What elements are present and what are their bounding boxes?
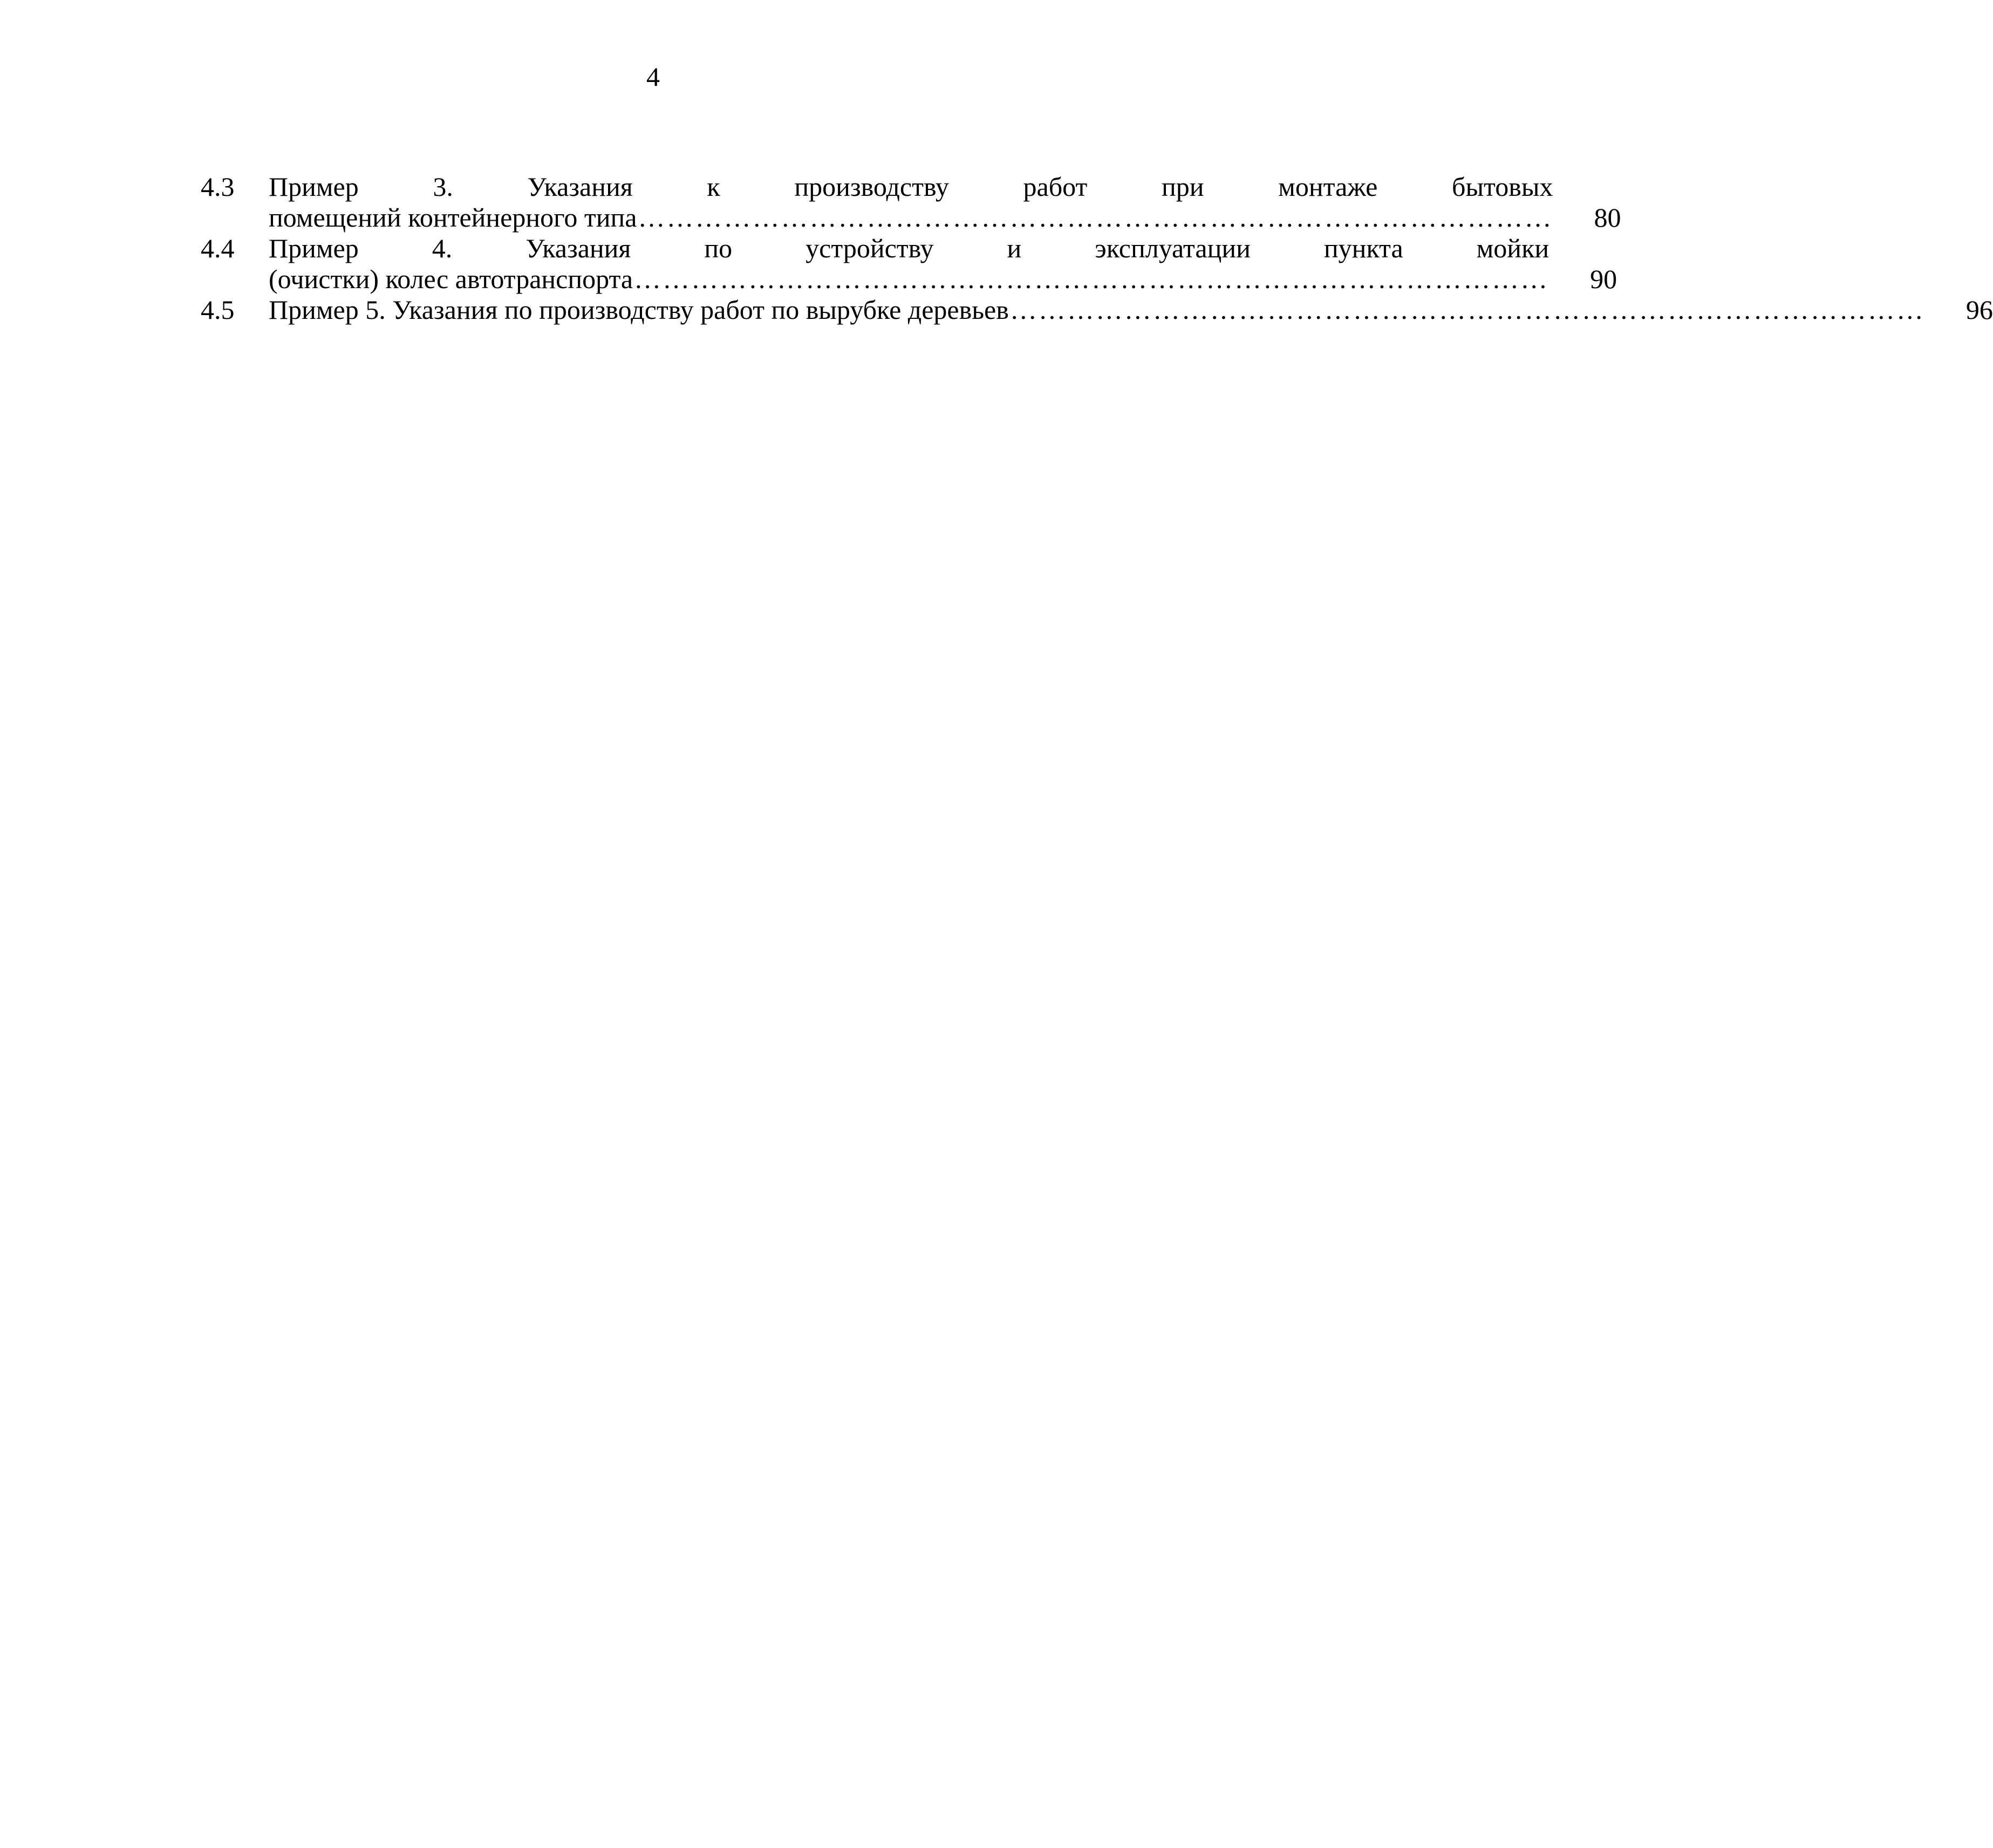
toc-entry-number: 4.4 xyxy=(201,233,235,263)
toc-entry-body xyxy=(269,295,1993,325)
toc-entry-title-end: Пример 5. Указания по производству работ по вырубке деревьев xyxy=(269,295,1009,325)
table-of-contents xyxy=(201,172,1993,325)
toc-entry-page: 90 xyxy=(1590,264,1617,294)
page-number: 4 xyxy=(646,62,660,92)
toc-entry-number: 4.3 xyxy=(201,172,235,202)
toc-entry-4-3 xyxy=(201,172,1621,233)
dot-leader: …………………………………………………………………………………… xyxy=(638,202,1553,233)
toc-entry-last-line xyxy=(269,202,1621,233)
toc-entry-title-end: помещений контейнерного типа xyxy=(269,202,637,233)
toc-entry-title-end: (очистки) колес автотранспорта xyxy=(269,264,633,294)
toc-entry-4-4 xyxy=(201,233,1617,295)
toc-entry-title-line: Пример 4. Указания по устройству и эксплуатации пункта мойки xyxy=(269,233,1550,263)
toc-entry-body xyxy=(269,233,1617,295)
toc-entry-last-line xyxy=(269,264,1617,295)
toc-entry-body xyxy=(269,172,1621,233)
dot-leader: …………………………………………………………………………………… xyxy=(1009,295,1925,325)
toc-entry-last-line xyxy=(269,295,1993,325)
toc-entry-page: 96 xyxy=(1965,295,1993,325)
toc-entry-title-line: Пример 3. Указания к производству работ при монтаже бытовых xyxy=(269,172,1553,202)
toc-entry-page: 80 xyxy=(1594,202,1621,233)
toc-entry-4-5 xyxy=(201,295,1993,325)
toc-entry-number: 4.5 xyxy=(201,295,235,325)
dot-leader: …………………………………………………………………………………… xyxy=(634,264,1550,294)
